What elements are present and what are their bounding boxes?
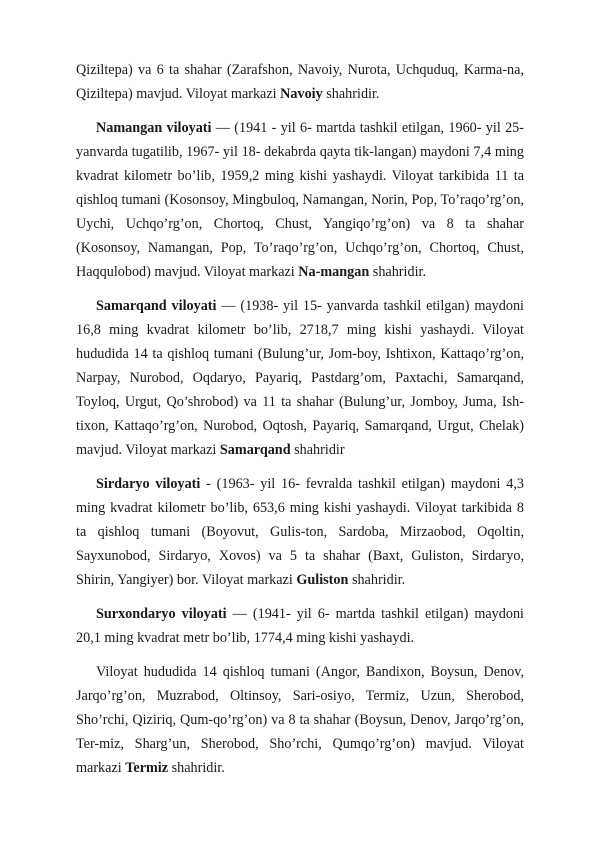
paragraph-text: — (1941 - yil 6- martda tashkil etilgan, 1960- yil 25- yanvarda tugatilib, 1967- yil 18- dekabrda qayta tik-langan) maydoni 7,4 ming kvadrat kilometr bo’lib, 1959,2 ming kishi yashaydi. Viloyat tarkibida 11 ta qishloq tumani (Kosonsoy, Mingbuloq, Namangan, Norin, Pop, To’raqo’rg’on, Uychi, Uchqo’rg’on, Chortoq, Chust, Yangiqo’rg’on) va 8 ta shahar (Kosonsoy, Namangan, Pop, To’raqo’rg’on, Uchqo’rg’on, Chortoq, Chust, Haqqulobod) mavjud. Viloyat markazi xyxy=(76,120,524,280)
paragraph-tail: shahridir. xyxy=(322,86,380,102)
paragraph-text: — (1938- yil 15- yanvarda tashkil etilgan) maydoni 16,8 ming kvadrat kilometr bo’lib, 2718,7 ming kishi yashaydi. Viloyat hududida 14 ta qishloq tumani (Bulung’ur, Jom-boy, Ishtixon, Kattaqo’rg’on, Narpay, Nurobod, Oqdaryo, Payariq, Pastdarg’om, Paxtachi, Samarqand, Toyloq, Urgut, Qo’shrobod) va 11 ta shahar (Bulung’ur, Jomboy, Juma, Ish-tixon, Kattaqo’rg’on, Nurobod, Oqtosh, Payariq, Samarqand, Urgut, Chelak) mavjud. Viloyat markazi xyxy=(76,298,524,458)
region-heading: Samarqand viloyati xyxy=(96,298,217,314)
paragraph-sirdaryo xyxy=(76,472,524,592)
paragraph-samarqand xyxy=(76,294,524,462)
region-heading: Namangan viloyati xyxy=(96,120,212,136)
paragraph-surxondaryo-districts xyxy=(76,660,524,780)
region-center: Samarqand xyxy=(219,442,291,458)
paragraph-surxondaryo xyxy=(76,602,524,650)
region-center: Termiz xyxy=(125,760,169,776)
paragraph-tail: shahridir. xyxy=(369,264,426,280)
region-center: Guliston xyxy=(296,572,349,588)
paragraph-tail: shahridir. xyxy=(168,760,225,776)
paragraph-text: - (1963- yil 16- fevralda tashkil etilgan) maydoni 4,3 ming kvadrat kilometr bo’lib, 653,6 ming kishi yashaydi. Viloyat tarkibida 8 ta qishloq tumani (Boyovut, Gulis-ton, Sardoba, Mirzaobod, Oqoltin, Sayxunobod, Sirdaryo, Xovos) va 5 ta shahar (Baxt, Guliston, Sirdaryo, Shirin, Yangiyer) bor. Viloyat markazi xyxy=(76,476,524,588)
paragraph-text: Viloyat hududida 14 qishloq tumani (Angor, Bandixon, Boysun, Denov, Jarqo’rg’on, Muzrabod, Oltinsoy, Sari-osiyo, Termiz, Uzun, Sherobod, Sho’rchi, Qiziriq, Qum-qo’rg’on) va 8 ta shahar (Boysun, Denov, Jarqo’rg’on, Ter-miz, Sharg’un, Sherobod, Sho’rchi, Qumqo’rg’on) mavjud. Viloyat markazi xyxy=(76,664,524,776)
paragraph-text: — (1941- yil 6- martda tashkil etilgan) maydoni 20,1 ming kvadrat metr bo’lib, 1774,4 ming kishi yashaydi. xyxy=(76,606,524,646)
paragraph-tail: shahridir. xyxy=(348,572,406,588)
region-center: Na-mangan xyxy=(298,264,370,280)
paragraph-navoiy-continuation xyxy=(76,58,524,106)
region-heading: Surxondaryo viloyati xyxy=(96,606,227,622)
paragraph-text: Qiziltepa) va 6 ta shahar (Zarafshon, Navoiy, Nurota, Uchquduq, Karma-na, Qiziltepa) mavjud. Viloyat markazi xyxy=(76,62,524,102)
region-heading: Sirdaryo viloyati xyxy=(96,476,201,492)
region-center: Navoiy xyxy=(280,86,323,102)
paragraph-tail: shahridir xyxy=(290,442,345,458)
paragraph-namangan xyxy=(76,116,524,284)
